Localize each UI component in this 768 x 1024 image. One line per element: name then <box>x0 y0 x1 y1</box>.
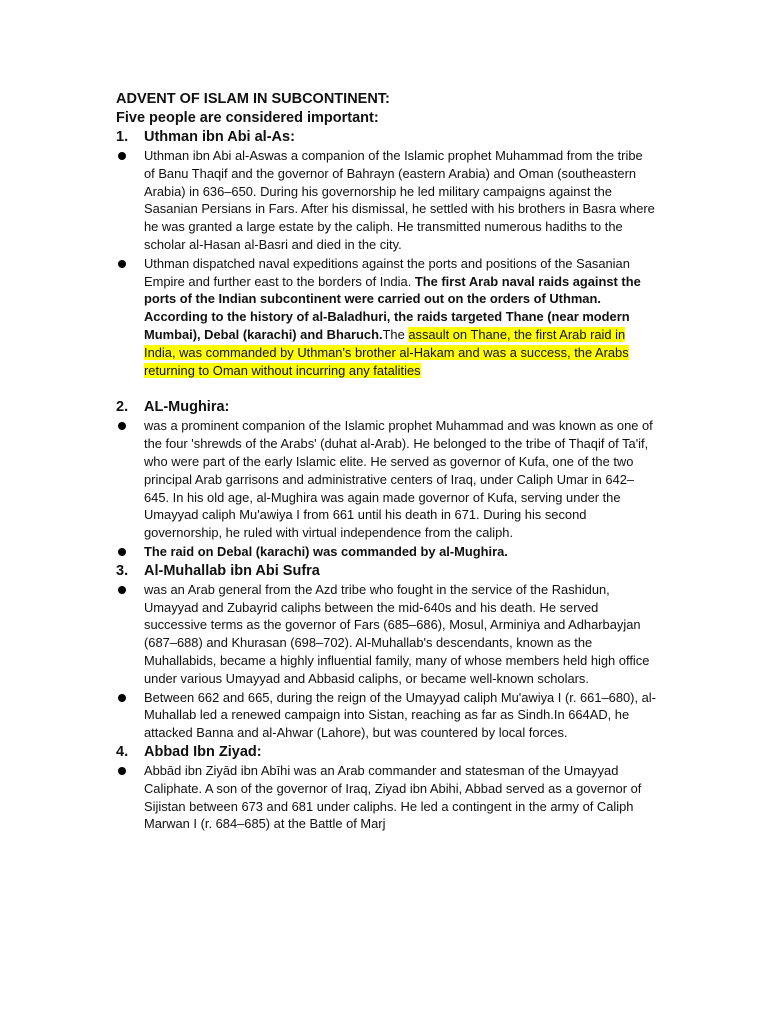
bullet-icon <box>118 694 126 702</box>
bullet-text: was an Arab general from the Azd tribe who fought in the service of the Rashidun, Umayyad and Zubayrid caliphs between the mid-640s and his death. He served successive terms as the governor of Fars (685–686), Mosul, Arminiya and Adharbayjan (687–688) and Khurasan (698–702). Al-Muhallab's descendants, known as the Muhallabids, became a highly influential family, many of whose members held high office under various Umayyad and Abbasid caliphs, or became well-known scholars. <box>144 581 650 686</box>
list-item <box>116 543 656 561</box>
section-title: Uthman ibn Abi al-As: <box>144 129 295 145</box>
section-heading-1 <box>116 128 656 147</box>
bullet-icon <box>118 767 126 775</box>
section-number: 3. <box>116 562 129 579</box>
section-title: Abbad Ibn Ziyad: <box>144 743 262 760</box>
document-body <box>116 90 656 834</box>
list-item <box>116 581 656 688</box>
list-item <box>116 417 656 542</box>
bullet-icon <box>118 586 126 594</box>
section-heading-4 <box>116 743 656 762</box>
list-item <box>116 762 656 833</box>
section-title: Al-Muhallab ibn Abi Sufra <box>144 562 320 579</box>
highlighted-text: assault on Thane, the first Arab raid in India, was commanded by Uthman's brother al-Hakam and was a success, the Arabs returning to Oman without incurring any fatalities <box>144 326 629 378</box>
list-item <box>116 147 656 254</box>
bullet-icon <box>118 422 126 430</box>
bullet-text: was a prominent companion of the Islamic prophet Muhammad and was known as one of the four 'shrewds of the Arabs' (duhat al-Arab). He belonged to the tribe of Thaqif of Ta'if, who were part of the early Islamic elite. He served as governor of Kufa, one of the two principal Arab garrisons and administrative centers of Iraq, under Caliph Umar in 642–645. In his old age, al-Mughira was again made governor of Kufa, serving under the Umayyad caliph Mu'awiya I from 661 until his death in 671. During his second governorship, he ruled with virtual independence from the caliph. <box>144 418 653 541</box>
bold-text: The raid on Debal (karachi) was commanded by al-Mughira. <box>144 543 508 559</box>
bullet-text: Uthman ibn Abi al-Aswas a companion of the Islamic prophet Muhammad from the tribe of Banu Thaqif and the governor of Bahrayn (eastern Arabia) and Oman (southeastern Arabia) in 636–650. During his governorship he led military campaigns against the Sasanian Persians in Fars. After his dismissal, he settled with his brothers in Basra where he was granted a large estate by the caliph. He transmitted numerous hadiths to the scholar al-Hasan al-Basri and died in the city. <box>144 148 655 252</box>
bold-text: The first Arab naval raids against the ports of the Indian subcontinent were carried out on the orders of Uthman. According to the history of al-Baladhuri, the raids targeted Thane (near modern Mumbai), Debal (karachi) and Bharuch. <box>144 273 641 342</box>
section-heading-2 <box>116 398 656 417</box>
list-item <box>116 689 656 742</box>
section-number: 4. <box>116 743 129 760</box>
section-title: AL-Mughira: <box>144 399 230 416</box>
list-item <box>116 255 656 380</box>
spacer <box>116 380 656 398</box>
section-heading-3 <box>116 562 656 581</box>
bullet-text: Abbād ibn Ziyād ibn Abīhi was an Arab commander and statesman of the Umayyad Caliphate. A son of the governor of Iraq, Ziyad ibn Abihi, Abbad served as a governor of Sijistan between 673 and 681 under caliphs. He led a contingent in the army of Caliph Marwan I (r. 684–685) at the Battle of Marj <box>144 762 642 832</box>
bullet-text: Between 662 and 665, during the reign of the Umayyad caliph Mu'awiya I (r. 661–680), al-Muhallab led a renewed campaign into Sistan, reaching as far as Sindh.In 664AD, he attacked Banna and al-Ahwar (Lahore), but was countered by local forces. <box>144 689 656 741</box>
section-number: 1. <box>116 129 129 145</box>
bullet-icon <box>118 548 126 556</box>
section-number: 2. <box>116 399 129 416</box>
document-subtitle: Five people are considered important: <box>116 110 379 126</box>
bullet-icon <box>118 152 126 160</box>
document-title: ADVENT OF ISLAM IN SUBCONTINENT: <box>116 91 390 107</box>
bullet-text: The <box>382 326 409 342</box>
bullet-icon <box>118 260 126 268</box>
bullet-text: Uthman dispatched naval expeditions against the ports and positions of the Sasanian Empire and further east to the borders of India. <box>144 255 630 289</box>
